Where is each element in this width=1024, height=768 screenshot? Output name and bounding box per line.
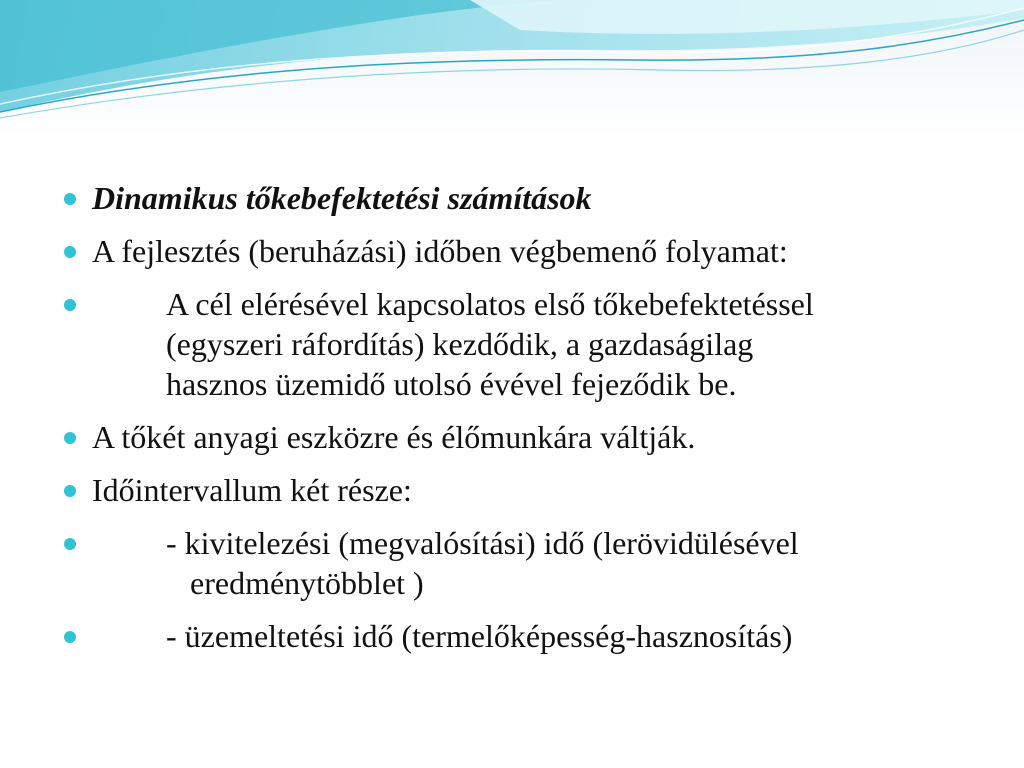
bullet-item-5 bbox=[62, 470, 992, 510]
bullet-item-4 bbox=[62, 417, 992, 457]
bullet-dot-icon bbox=[64, 631, 76, 643]
bullet-list bbox=[62, 178, 992, 669]
bullet-text: A tőkét anyagi eszközre és élőmunkára váltják. bbox=[92, 419, 696, 455]
bullet-dot-icon bbox=[64, 299, 76, 311]
bullet-dot-icon bbox=[64, 246, 76, 258]
bullet-text: - kivitelezési (megvalósítási) idő (lerövidülésével bbox=[166, 525, 799, 561]
bullet-dot-icon bbox=[64, 193, 76, 205]
bullet-dot-icon bbox=[64, 485, 76, 497]
header-wave-decoration bbox=[0, 0, 1024, 130]
bullet-text: Dinamikus tőkebefektetési számítások bbox=[92, 180, 592, 216]
bullet-dot-icon bbox=[64, 432, 76, 444]
bullet-text: hasznos üzemidő utolsó évével fejeződik be. bbox=[166, 366, 737, 402]
bullet-item-2 bbox=[62, 231, 992, 271]
bullet-item-3 bbox=[62, 284, 992, 404]
bullet-item-7 bbox=[62, 616, 992, 656]
bullet-text: eredménytöbblet ) bbox=[190, 565, 424, 601]
bullet-text: (egyszeri ráfordítás) kezdődik, a gazdaságilag bbox=[166, 326, 754, 362]
bullet-item-1 bbox=[62, 178, 992, 218]
bullet-text: Időintervallum két része: bbox=[92, 472, 412, 508]
bullet-item-6 bbox=[62, 523, 992, 603]
bullet-text: A cél elérésével kapcsolatos első tőkebefektetéssel bbox=[166, 286, 814, 322]
bullet-text: - üzemeltetési idő (termelőképesség-hasznosítás) bbox=[166, 618, 793, 654]
bullet-text: A fejlesztés (beruházási) időben végbemenő folyamat: bbox=[92, 233, 788, 269]
bullet-dot-icon bbox=[64, 538, 76, 550]
